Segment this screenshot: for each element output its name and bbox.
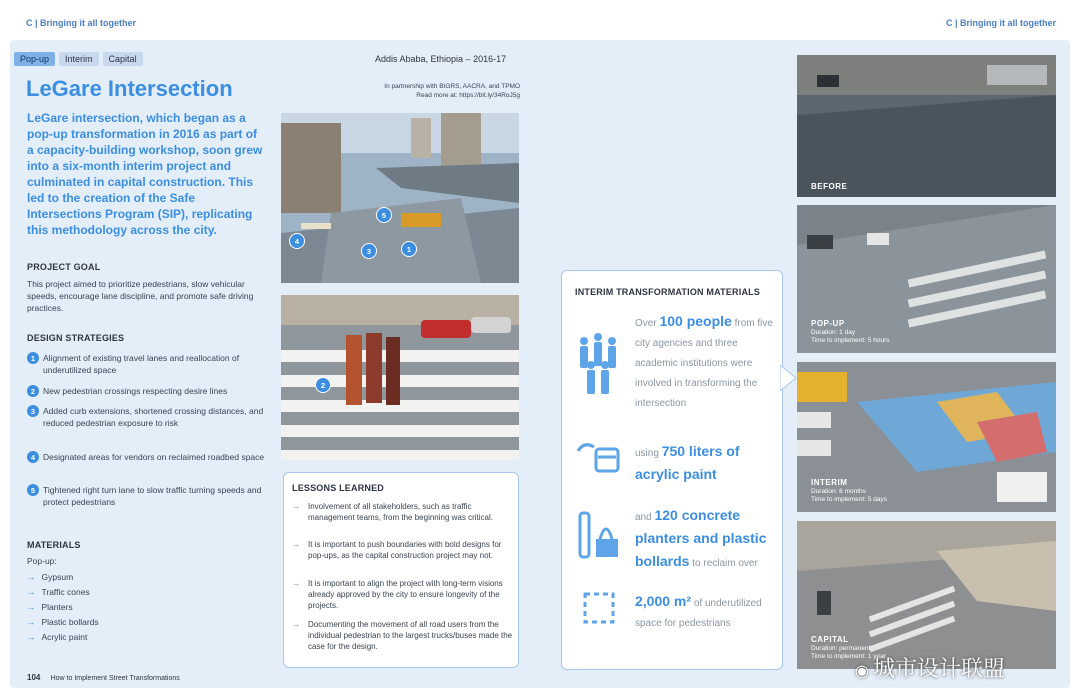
- map-marker: 2: [315, 377, 331, 393]
- dashed-area-icon: [582, 591, 616, 625]
- stat-pre: and: [635, 512, 655, 523]
- material-item: [27, 630, 99, 645]
- lead-paragraph: LeGare intersection, which began as a pop-up transformation in 2016 as part of a capacity-building workshop, soon grew into a six-month interim project and culminated in capital construction. This led to the creation of the Safe Intersections Program (SIP), replicating this methodology across the city.: [27, 111, 263, 237]
- phase-photo-capital: [797, 521, 1056, 669]
- strategy-number: 1: [27, 352, 39, 364]
- stat-value: 120 concrete planters and plastic bollards: [635, 507, 767, 569]
- people-icon: [574, 331, 622, 401]
- section-header-left: C | Bringing it all together: [26, 18, 137, 28]
- paint-can-icon: [574, 439, 622, 475]
- material-label: Plastic bollards: [41, 617, 99, 627]
- lesson-item: [292, 619, 514, 652]
- lesson-item: [292, 539, 514, 561]
- stat-pre: using: [635, 448, 662, 459]
- strategy-item: [27, 352, 267, 376]
- intersection-aerial-photo: [281, 113, 519, 283]
- strategy-item: [27, 451, 267, 463]
- footer: [27, 673, 180, 682]
- book-title: How to Implement Street Transformations: [50, 675, 180, 682]
- phase-label: BEFORE: [811, 182, 848, 191]
- lesson-text: It is important to push boundaries with bold designs for pop-ups, as the capital construction project may not.: [308, 540, 502, 560]
- material-item: [27, 615, 99, 630]
- material-item: [27, 570, 99, 585]
- stat-post: of underutilized space for pedestrians: [635, 598, 762, 629]
- phase-duration: Duration: 1 day: [811, 329, 856, 336]
- before-street-illustration: [797, 55, 1056, 197]
- page-number: 104: [27, 673, 41, 682]
- arrow-icon: →: [292, 620, 300, 629]
- project-goal-text: This project aimed to prioritize pedestrians, slow vehicular speeds, encourage lane discipline, and promote safe driving practices.: [27, 279, 254, 313]
- stat-post: to reclaim over: [689, 558, 758, 569]
- phase-label: INTERIM: [811, 478, 848, 487]
- phase-time: Time to implement: 5 hours: [811, 337, 890, 344]
- strategy-item: [27, 405, 267, 429]
- intersection-aerial-illustration: [281, 113, 519, 283]
- lesson-text: Involvement of all stakeholders, such as traffic management teams, from the beginning was critical.: [308, 502, 493, 522]
- map-marker: 4: [289, 233, 305, 249]
- map-marker: 5: [376, 207, 392, 223]
- material-item: [27, 600, 99, 615]
- partnership-note: [340, 82, 520, 100]
- stat-value: 100 people: [659, 313, 732, 329]
- lesson-item: [292, 501, 514, 523]
- lesson-text: Documenting the movement of all road users from the individual pedestrian to the largest trucks/buses made the case for the design.: [308, 620, 513, 651]
- arrow-icon: →: [27, 617, 36, 627]
- materials-subheading: Pop-up:: [27, 556, 57, 566]
- lesson-item: [292, 578, 514, 611]
- pointer-arrow: [780, 365, 798, 391]
- arrow-icon: →: [292, 502, 300, 511]
- weibo-icon: ◉: [855, 663, 869, 680]
- phase-duration: Duration: 6 months: [811, 488, 866, 495]
- arrow-icon: →: [292, 540, 300, 549]
- strategy-text: New pedestrian crossings respecting desire lines: [43, 386, 228, 396]
- stat-post: from five city agencies and three academic institutions were involved in transforming the intersection: [635, 318, 773, 409]
- strategy-item: [27, 484, 267, 508]
- phase-label: CAPITAL: [811, 635, 849, 644]
- lessons-learned-box: [283, 472, 519, 668]
- lessons-heading: LESSONS LEARNED: [292, 483, 385, 493]
- stat-planters: [635, 505, 775, 574]
- location-date: Addis Ababa, Ethiopia – 2016-17: [375, 54, 507, 64]
- material-label: Planters: [41, 602, 73, 612]
- design-strategies-heading: DESIGN STRATEGIES: [27, 333, 125, 343]
- phase-caption: [811, 320, 890, 345]
- phase-photo-before: [797, 55, 1056, 197]
- strategy-number: 5: [27, 484, 39, 496]
- tag-pop-up: Pop-up: [14, 52, 55, 66]
- stat-value: 750 liters of acrylic paint: [635, 443, 740, 482]
- materials-list: [27, 570, 99, 645]
- crosswalk-photo: [281, 295, 519, 460]
- phase-time: Time to implement: 1 year: [811, 653, 886, 660]
- lesson-text: It is important to align the project with long-term visions already approved by the city to ensure longevity of the projects.: [308, 579, 503, 610]
- read-more-link[interactable]: Read more at: https://bit.ly/34RoJ5g: [416, 92, 520, 99]
- tag-interim: Interim: [59, 52, 99, 66]
- phase-duration: Duration: permanent: [811, 645, 871, 652]
- tag-capital: Capital: [103, 52, 143, 66]
- phase-caption: [811, 479, 887, 504]
- strategy-text: Tightened right turn lane to slow traffic turning speeds and protect pedestrians: [43, 485, 262, 507]
- partnership-line: In partnership with BIGRS, AACRA, and TPMO: [384, 83, 520, 90]
- phase-tags: [14, 52, 143, 66]
- arrow-icon: →: [292, 579, 300, 588]
- strategy-item: [27, 385, 267, 397]
- stat-pre: Over: [635, 318, 660, 329]
- phase-photo-interim: [797, 362, 1056, 512]
- map-marker: 3: [361, 243, 377, 259]
- stat-paint: [635, 441, 775, 487]
- stat-value: 2,000 m²: [635, 593, 692, 609]
- phase-photo-pop-up: [797, 205, 1056, 353]
- stat-area: [635, 591, 775, 634]
- arrow-icon: →: [27, 602, 36, 612]
- strategy-text: Alignment of existing travel lanes and reallocation of underutilized space: [43, 353, 240, 375]
- material-item: [27, 585, 99, 600]
- project-goal-heading: PROJECT GOAL: [27, 262, 101, 272]
- arrow-icon: →: [27, 587, 36, 597]
- crosswalk-illustration: [281, 295, 519, 460]
- arrow-icon: →: [27, 632, 36, 642]
- strategy-number: 2: [27, 385, 39, 397]
- arrow-icon: →: [27, 572, 36, 582]
- bollard-planter-icon: [576, 509, 620, 561]
- page-title: LeGare Intersection: [26, 76, 233, 101]
- stat-people: [635, 311, 775, 414]
- strategy-number: 3: [27, 405, 39, 417]
- phase-label: POP-UP: [811, 319, 845, 328]
- material-label: Acrylic paint: [41, 632, 88, 642]
- phase-time: Time to implement: 5 days: [811, 496, 887, 503]
- watermark: [855, 652, 1005, 683]
- strategy-number: 4: [27, 451, 39, 463]
- interim-materials-heading: INTERIM TRANSFORMATION MATERIALS: [575, 287, 761, 297]
- material-label: Gypsum: [41, 572, 74, 582]
- phase-caption: [811, 183, 847, 192]
- material-label: Traffic cones: [41, 587, 90, 597]
- strategy-text: Designated areas for vendors on reclaimed roadbed space: [43, 452, 265, 462]
- interim-materials-box: [561, 270, 783, 670]
- materials-heading: MATERIALS: [27, 540, 81, 550]
- strategy-text: Added curb extensions, shortened crossing distances, and reduced pedestrian exposure to risk: [43, 406, 264, 428]
- map-marker: 1: [401, 241, 417, 257]
- section-header-right: C | Bringing it all together: [945, 18, 1056, 28]
- watermark-text: 城市设计联盟: [872, 656, 1005, 681]
